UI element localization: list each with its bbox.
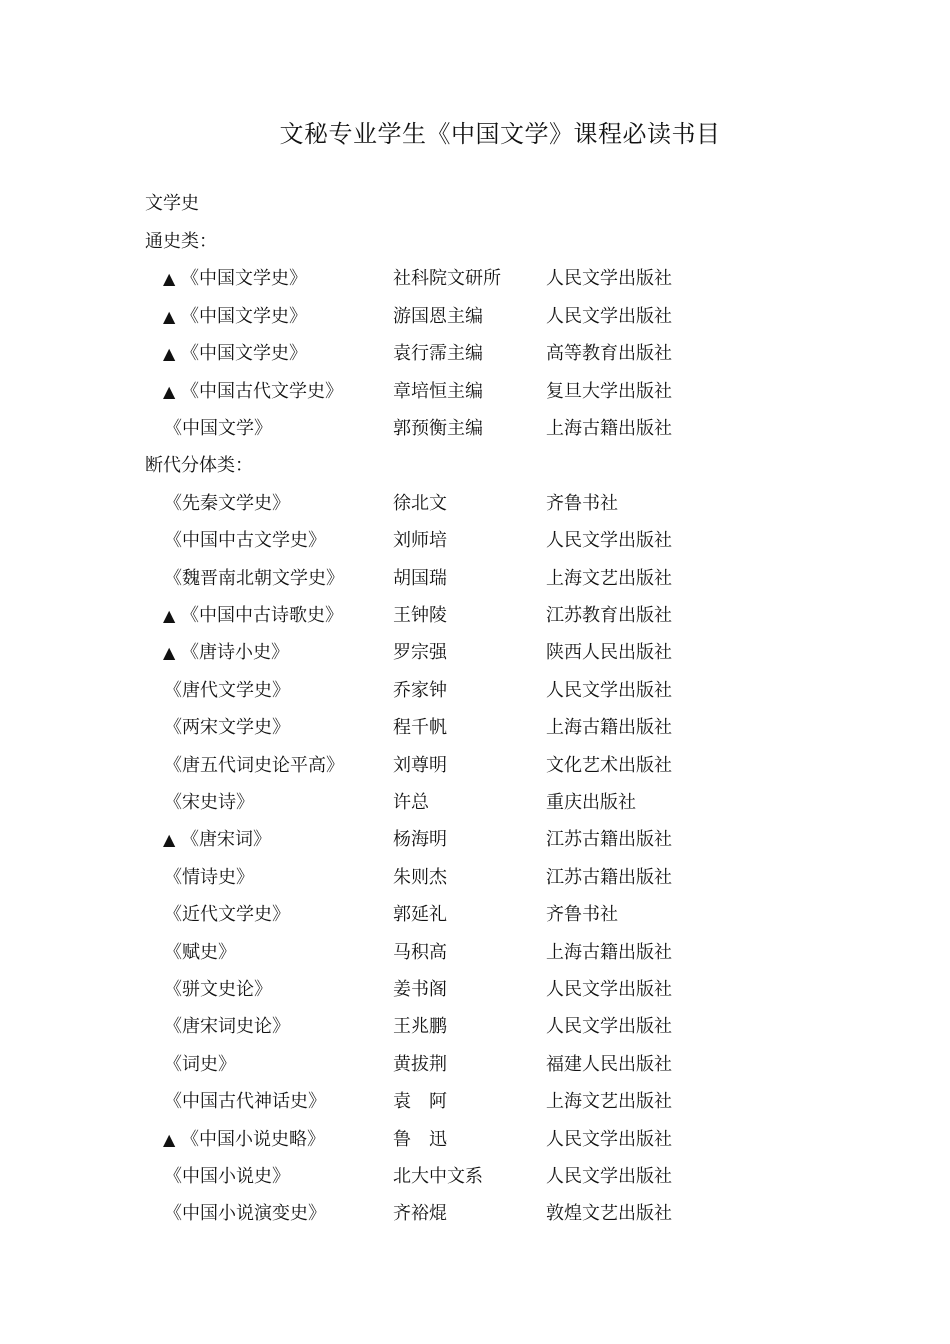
book-title: 《中国小说史略》 [181,1129,325,1150]
book-title: 《魏晋南北朝文学史》 [164,568,344,589]
book-publisher: 文化艺术出版社 [546,755,672,776]
book-row [0,902,950,928]
book-row [0,603,950,629]
book-publisher: 江苏古籍出版社 [546,867,672,888]
book-author: 刘尊明 [393,755,447,776]
book-row [0,266,950,292]
book-publisher: 敦煌文艺出版社 [546,1203,672,1224]
book-title: 《情诗史》 [164,867,254,888]
book-publisher: 上海文艺出版社 [546,568,672,589]
book-row [0,304,950,330]
book-title: 《唐诗小史》 [181,642,289,663]
book-title: 《中国小说史》 [164,1166,290,1187]
book-publisher: 江苏古籍出版社 [546,829,672,850]
book-publisher: 人民文学出版社 [546,1166,672,1187]
book-author: 社科院文研所 [393,268,501,289]
book-title: 《中国文学史》 [181,268,307,289]
book-publisher: 齐鲁书社 [546,904,618,925]
book-row [0,977,950,1003]
book-author: 姜书阁 [393,979,447,1000]
book-row [0,1089,950,1115]
required-mark-icon: ▲ [163,1130,176,1149]
book-title: 《中国文学史》 [181,306,307,327]
book-author: 王钟陵 [393,605,447,626]
book-row [0,790,950,816]
book-row [0,940,950,966]
book-title: 《唐代文学史》 [164,680,290,701]
book-row [0,1201,950,1227]
book-title: 《唐五代词史论平高》 [164,755,344,776]
book-author: 郭预衡主编 [393,418,483,439]
book-publisher: 人民文学出版社 [546,979,672,1000]
book-publisher: 上海古籍出版社 [546,717,672,738]
book-title: 《两宋文学史》 [164,717,290,738]
book-title: 《先秦文学史》 [164,493,290,514]
book-row [0,341,950,367]
required-mark-icon: ▲ [163,382,176,401]
required-mark-icon: ▲ [163,307,176,326]
book-author: 胡国瑞 [393,568,447,589]
book-title: 《唐宋词》 [181,829,271,850]
book-author: 刘师培 [393,530,447,551]
book-author: 游国恩主编 [393,306,483,327]
book-row [0,491,950,517]
book-row [0,827,950,853]
book-row [0,1127,950,1153]
book-title: 《中国古代神话史》 [164,1091,326,1112]
book-row [0,379,950,405]
book-author: 黄拔荆 [393,1054,447,1075]
book-row [0,678,950,704]
book-title: 《中国中古诗歌史》 [181,605,343,626]
book-publisher: 人民文学出版社 [546,680,672,701]
book-row [0,528,950,554]
book-title: 《中国古代文学史》 [181,381,343,402]
book-author: 齐裕焜 [393,1203,447,1224]
book-title: 《赋史》 [164,942,236,963]
book-publisher: 人民文学出版社 [546,1016,672,1037]
book-publisher: 人民文学出版社 [546,268,672,289]
book-title: 《唐宋词史论》 [164,1016,290,1037]
book-title: 《中国文学史》 [181,343,307,364]
book-row [0,715,950,741]
book-row [0,1164,950,1190]
book-author: 王兆鹏 [393,1016,447,1037]
required-mark-icon: ▲ [163,344,176,363]
book-row [0,640,950,666]
book-title: 《中国小说演变史》 [164,1203,326,1224]
book-author: 程千帆 [393,717,447,738]
book-publisher: 重庆出版社 [546,792,636,813]
book-publisher: 陕西人民出版社 [546,642,672,663]
page-title: 文秘专业学生《中国文学》课程必读书目 [279,120,721,148]
book-title: 《词史》 [164,1054,236,1075]
book-author: 袁行霈主编 [393,343,483,364]
book-publisher: 人民文学出版社 [546,1129,672,1150]
book-publisher: 上海文艺出版社 [546,1091,672,1112]
book-title: 《中国文学》 [164,418,272,439]
book-publisher: 齐鲁书社 [546,493,618,514]
book-author: 罗宗强 [393,642,447,663]
book-title: 《宋史诗》 [164,792,254,813]
book-title: 《骈文史论》 [164,979,272,1000]
book-publisher: 人民文学出版社 [546,530,672,551]
required-mark-icon: ▲ [163,606,176,625]
book-publisher: 高等教育出版社 [546,343,672,364]
group-heading: 断代分体类： [145,455,253,476]
required-mark-icon: ▲ [163,643,176,662]
book-publisher: 上海古籍出版社 [546,942,672,963]
group-heading: 通史类： [145,231,217,252]
book-publisher: 人民文学出版社 [546,306,672,327]
book-row [0,566,950,592]
book-author: 朱则杰 [393,867,447,888]
book-author: 许总 [393,792,429,813]
book-publisher: 复旦大学出版社 [546,381,672,402]
book-row [0,1052,950,1078]
book-author: 马积高 [393,942,447,963]
book-publisher: 上海古籍出版社 [546,418,672,439]
book-publisher: 福建人民出版社 [546,1054,672,1075]
book-author: 乔家钟 [393,680,447,701]
book-author: 杨海明 [393,829,447,850]
book-title: 《近代文学史》 [164,904,290,925]
book-author: 徐北文 [393,493,447,514]
book-publisher: 江苏教育出版社 [546,605,672,626]
book-row [0,416,950,442]
section-heading: 文学史 [145,193,199,214]
required-mark-icon: ▲ [163,269,176,288]
book-author: 袁 阿 [393,1091,447,1112]
book-row [0,865,950,891]
required-mark-icon: ▲ [163,830,176,849]
book-row [0,753,950,779]
book-title: 《中国中古文学史》 [164,530,326,551]
book-author: 章培恒主编 [393,381,483,402]
book-author: 郭延礼 [393,904,447,925]
book-author: 鲁 迅 [393,1129,447,1150]
book-row [0,1014,950,1040]
book-author: 北大中文系 [393,1166,483,1187]
